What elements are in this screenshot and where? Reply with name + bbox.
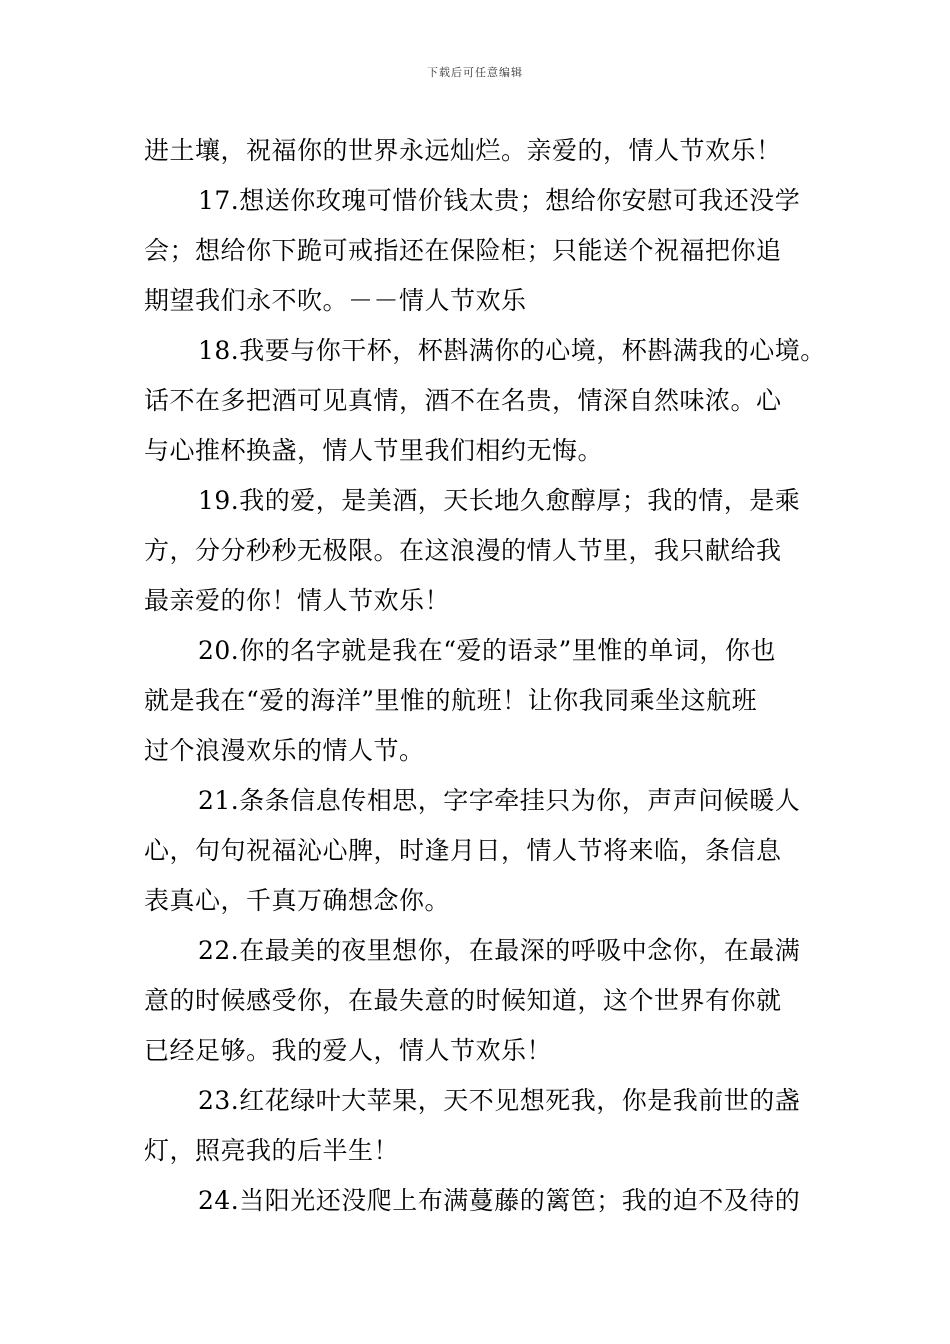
text-line: 就是我在“爱的海洋”里惟的航班！让你我同乘坐这航班 (144, 686, 758, 715)
text-line: 期望我们永不吹。－－情人节欢乐 (144, 286, 527, 315)
text-line: 灯，照亮我的后半生！ (144, 1136, 400, 1165)
text-line: 方，分分秒秒无极限。在这浪漫的情人节里，我只献给我 (144, 536, 782, 565)
text-line: 23.红花绿叶大苹果，天不见想死我，你是我前世的盏 (198, 1086, 801, 1115)
text-line: 话不在多把酒可见真情，酒不在名贵，情深自然味浓。心 (144, 386, 782, 415)
text-line: 过个浪漫欢乐的情人节。 (144, 736, 425, 765)
text-line: 最亲爱的你！情人节欢乐！ (144, 586, 451, 615)
page-header: 下载后可任意编辑 (427, 66, 523, 79)
text-line: 进土壤，祝福你的世界永远灿烂。亲爱的，情人节欢乐！ (144, 136, 782, 165)
text-line: 17.想送你玫瑰可惜价钱太贵；想给你安慰可我还没学 (198, 186, 801, 215)
text-line: 意的时候感受你，在最失意的时候知道，这个世界有你就 (144, 986, 782, 1015)
text-line: 19.我的爱，是美酒，天长地久愈醇厚；我的情，是乘 (198, 486, 801, 515)
text-line: 表真心，千真万确想念你。 (144, 886, 451, 915)
text-line: 21.条条信息传相思，字字牵挂只为你，声声问候暖人 (198, 786, 801, 815)
text-line: 24.当阳光还没爬上布满蔓藤的篱笆；我的迫不及待的 (198, 1186, 801, 1215)
document-body (144, 126, 826, 1226)
text-line: 22.在最美的夜里想你，在最深的呼吸中念你，在最满 (198, 936, 801, 965)
text-line: 18.我要与你干杯，杯斟满你的心境，杯斟满我的心境。 (198, 336, 826, 365)
text-line: 会；想给你下跪可戒指还在保险柜；只能送个祝福把你追 (144, 236, 782, 265)
text-line: 已经足够。我的爱人，情人节欢乐！ (144, 1036, 553, 1065)
text-line: 20.你的名字就是我在“爱的语录”里惟的单词，你也 (198, 636, 776, 665)
text-line: 心，句句祝福沁心脾，时逢月日，情人节将来临，条信息 (144, 836, 782, 865)
text-line: 与心推杯换盏，情人节里我们相约无悔。 (144, 436, 604, 465)
